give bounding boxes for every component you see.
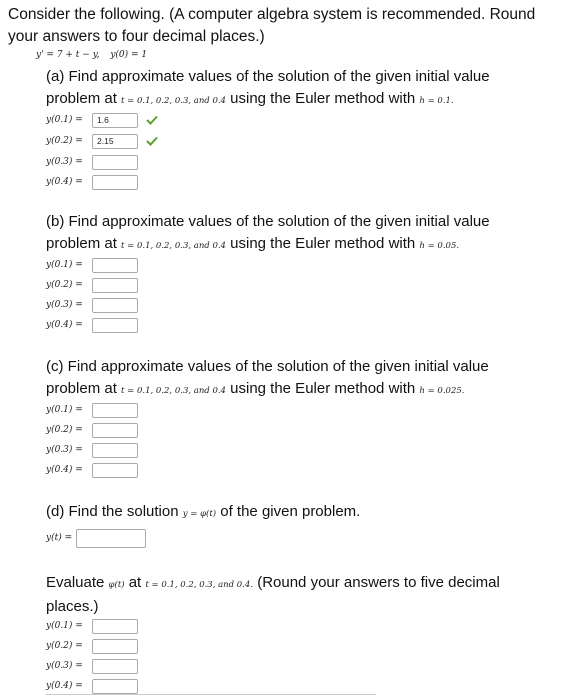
part-e-answer-3[interactable]: [92, 659, 138, 674]
part-e-row-1: [46, 616, 138, 636]
part-a-label-1: y(0.1) =: [46, 115, 83, 125]
part-a-mid: using the Euler method with: [230, 90, 416, 107]
part-b-row-3: [46, 295, 138, 315]
part-c-row-4: [46, 460, 138, 480]
part-e-row-4: [46, 676, 138, 696]
initial-condition: y(0) = 1: [110, 50, 148, 60]
part-b-prefix: problem at: [46, 235, 117, 252]
part-a-row-1: [46, 110, 158, 130]
part-e-answer-2[interactable]: [92, 639, 138, 654]
part-e-line-1: [46, 572, 500, 596]
part-a-answer-2[interactable]: 2.15: [92, 134, 138, 149]
part-c-tvals: t = 0.1, 0.2, 0.3, and 0.4: [121, 386, 226, 396]
part-c-answer-4[interactable]: [92, 463, 138, 478]
part-b-label-1: y(0.1) =: [46, 260, 83, 270]
ode-equation: [36, 50, 147, 60]
part-b-answer-1[interactable]: [92, 258, 138, 273]
part-c-answer-1[interactable]: [92, 403, 138, 418]
part-a-h: h = 0.1.: [419, 96, 454, 106]
part-e-tvals: t = 0.1, 0.2, 0.3, and 0.4.: [145, 580, 254, 590]
part-b-row-1: [46, 255, 138, 275]
part-a-answer-4[interactable]: [92, 175, 138, 190]
part-e-at: at: [128, 574, 142, 591]
part-b-answer-4[interactable]: [92, 318, 138, 333]
part-e-line-2: places.): [46, 598, 99, 615]
part-b-tvals: t = 0.1, 0.2, 0.3, and 0.4: [121, 241, 226, 251]
part-c-row-1: [46, 400, 138, 420]
part-c-label-3: y(0.3) =: [46, 445, 83, 455]
part-a-tvals: t = 0.1, 0.2, 0.3, and 0.4: [121, 96, 226, 106]
part-e-suffix: (Round your answers to five decimal: [257, 574, 500, 591]
part-a-row-4: [46, 172, 138, 192]
intro-line-2: your answers to four decimal places.): [8, 28, 265, 45]
part-e-label-1: y(0.1) =: [46, 621, 83, 631]
part-e-answer-1[interactable]: [92, 619, 138, 634]
part-e-label-4: y(0.4) =: [46, 681, 83, 691]
part-d-prefix: (d) Find the solution: [46, 503, 179, 520]
checkmark-icon: [146, 115, 158, 125]
intro-line-1: Consider the following. (A computer algebra system is recommended. Round: [8, 6, 536, 23]
part-d-row: [46, 526, 146, 550]
part-a-label-3: y(0.3) =: [46, 157, 83, 167]
part-b-label-2: y(0.2) =: [46, 280, 83, 290]
part-b-label-3: y(0.3) =: [46, 300, 83, 310]
part-b-question: [46, 211, 490, 257]
part-c-answer-2[interactable]: [92, 423, 138, 438]
part-b-answer-3[interactable]: [92, 298, 138, 313]
part-b-line-2: [46, 233, 490, 257]
part-b-row-4: [46, 315, 138, 335]
part-c-line-1: (c) Find approximate values of the solution of the given initial value: [46, 358, 489, 375]
part-d-func: y = φ(t): [182, 509, 217, 519]
part-d-suffix: of the given problem.: [220, 503, 361, 520]
part-d-answer[interactable]: [76, 529, 146, 548]
part-a-label-2: y(0.2) =: [46, 136, 83, 146]
part-d-label: y(t) =: [46, 533, 73, 543]
part-a-question: [46, 66, 490, 112]
part-b-answer-2[interactable]: [92, 278, 138, 293]
part-a-row-3: [46, 152, 138, 172]
checkmark-icon: [146, 136, 158, 146]
part-c-mid: using the Euler method with: [230, 380, 416, 397]
part-e-func: φ(t): [108, 580, 125, 590]
part-c-label-1: y(0.1) =: [46, 405, 83, 415]
part-c-label-4: y(0.4) =: [46, 465, 83, 475]
part-b-row-2: [46, 275, 138, 295]
part-e-label-2: y(0.2) =: [46, 641, 83, 651]
part-a-answer-1[interactable]: 1.6: [92, 113, 138, 128]
part-a-row-2: [46, 131, 158, 151]
part-c-row-2: [46, 420, 138, 440]
part-e-prefix: Evaluate: [46, 574, 105, 591]
divider: [46, 694, 376, 695]
part-c-question: [46, 356, 489, 402]
ode-text: y' = 7 + t − y,: [36, 50, 100, 60]
part-a-prefix: problem at: [46, 90, 117, 107]
problem-intro: [8, 4, 570, 48]
part-a-label-4: y(0.4) =: [46, 177, 83, 187]
part-e-row-2: [46, 636, 138, 656]
part-b-label-4: y(0.4) =: [46, 320, 83, 330]
part-e-question: [46, 572, 500, 618]
part-a-answer-3[interactable]: [92, 155, 138, 170]
part-c-prefix: problem at: [46, 380, 117, 397]
part-e-label-3: y(0.3) =: [46, 661, 83, 671]
part-c-answer-3[interactable]: [92, 443, 138, 458]
part-c-line-2: [46, 378, 489, 402]
part-a-line-2: [46, 88, 490, 112]
part-e-row-3: [46, 656, 138, 676]
part-b-h: h = 0.05.: [419, 241, 460, 251]
part-b-line-1: (b) Find approximate values of the solution of the given initial value: [46, 213, 490, 230]
part-a-line-1: (a) Find approximate values of the solution of the given initial value: [46, 68, 490, 85]
part-b-mid: using the Euler method with: [230, 235, 416, 252]
part-c-label-2: y(0.2) =: [46, 425, 83, 435]
part-d-question: [46, 501, 360, 525]
part-e-answer-4[interactable]: [92, 679, 138, 694]
part-c-h: h = 0.025.: [419, 386, 465, 396]
part-c-row-3: [46, 440, 138, 460]
